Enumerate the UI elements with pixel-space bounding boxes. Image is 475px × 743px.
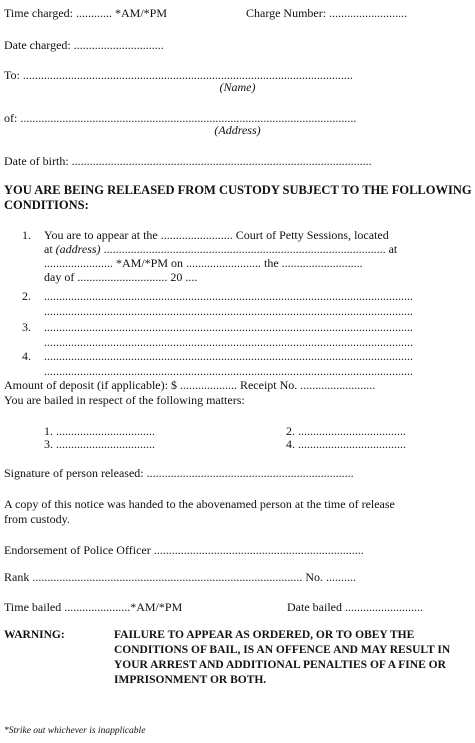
condition-2-line-1[interactable]: ........................................................................................................................... <box>44 289 413 303</box>
warning-label: WARNING: <box>4 629 65 641</box>
address-caption: (Address) <box>214 123 261 137</box>
condition-2-number: 2. <box>22 289 31 303</box>
footnote: *Strike out whichever is inapplicable <box>4 726 146 736</box>
address-hint: (address) <box>55 242 101 256</box>
date-of-birth-field[interactable]: Date of birth: .................................................................................................... <box>4 154 372 168</box>
charge-number-field[interactable]: Charge Number: .......................... <box>246 6 408 20</box>
condition-4-line-2[interactable]: ........................................................................................................................... <box>44 364 413 378</box>
endorsement-field[interactable]: Endorsement of Police Officer ...................................................................... <box>4 543 364 557</box>
condition-1-line-2[interactable] <box>44 242 397 256</box>
matter-4-field[interactable]: 4. .................................... <box>286 437 406 451</box>
name-caption: (Name) <box>219 80 256 94</box>
date-charged-field[interactable]: Date charged: .............................. <box>4 38 164 52</box>
matter-1-field[interactable]: 1. ................................. <box>44 424 155 438</box>
condition-1-line-4[interactable]: day of .............................. 20 .... <box>44 270 198 284</box>
condition-3-line-1[interactable]: ........................................................................................................................... <box>44 320 413 334</box>
signature-field[interactable]: Signature of person released: ..................................................................... <box>4 466 354 480</box>
condition-2-line-2[interactable]: ........................................................................................................................... <box>44 304 413 318</box>
copy-notice-line-2: from custody. <box>4 512 70 526</box>
at-label: at <box>44 242 56 256</box>
copy-notice-line-1: A copy of this notice was handed to the abovenamed person at the time of release <box>4 497 395 511</box>
conditions-heading: YOU ARE BEING RELEASED FROM CUSTODY SUBJECT TO THE FOLLOWING CONDITIONS: <box>4 183 472 212</box>
rank-field[interactable]: Rank .......................................................................................... No. .......... <box>4 570 356 584</box>
condition-4-number: 4. <box>22 349 31 363</box>
condition-1-line-3[interactable]: ....................... *AM/*PM on ......................... the ........................... <box>44 256 363 270</box>
address-dots: .............................................................................................. at <box>100 242 398 256</box>
bailed-matters-label: You are bailed in respect of the following matters: <box>4 393 245 407</box>
matter-3-field[interactable]: 3. ................................. <box>44 437 155 451</box>
condition-4-line-1[interactable]: ........................................................................................................................... <box>44 349 413 363</box>
condition-3-number: 3. <box>22 320 31 334</box>
deposit-field[interactable]: Amount of deposit (if applicable): $ ................... Receipt No. ......................... <box>4 378 376 392</box>
address-field[interactable]: of: ................................................................................................................ <box>4 111 357 125</box>
time-bailed-field[interactable]: Time bailed ......................*AM/*PM <box>4 600 183 614</box>
time-charged-field[interactable]: Time charged: ............ *AM/*PM <box>4 6 168 20</box>
condition-3-line-2[interactable]: ........................................................................................................................... <box>44 335 413 349</box>
condition-1-number: 1. <box>22 228 31 242</box>
condition-1-line-1[interactable]: You are to appear at the ........................ Court of Petty Sessions, located <box>44 228 389 242</box>
warning-text: FAILURE TO APPEAR AS ORDERED, OR TO OBEY THE CONDITIONS OF BAIL, IS AN OFFENCE AND MAY RESULT IN YOUR ARREST AND ADDITIONAL PENALTIES OF A FINE OR IMPRISONMENT OR BOTH. <box>114 629 451 686</box>
to-field[interactable]: To: .............................................................................................................. <box>4 68 353 82</box>
matter-2-field[interactable]: 2. .................................... <box>286 424 406 438</box>
date-bailed-field[interactable]: Date bailed .......................... <box>287 600 423 614</box>
